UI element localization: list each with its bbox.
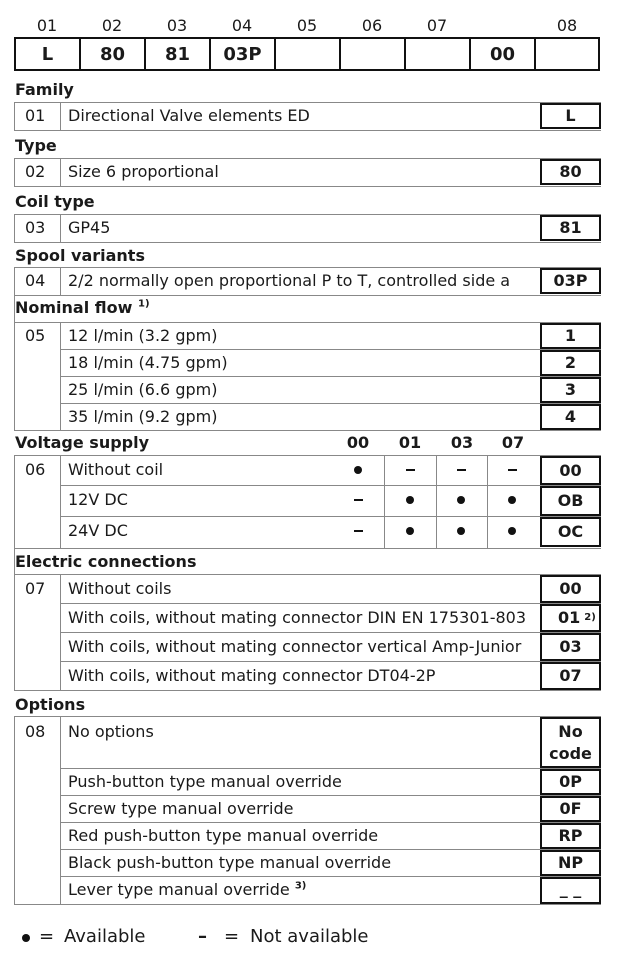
- position-01: 01: [36, 16, 58, 35]
- option-value: 0F: [540, 796, 601, 822]
- option-value-no-code: No code: [540, 717, 601, 768]
- not-available-dash-icon: [508, 469, 517, 471]
- nominal-flow-code: 05: [25, 326, 46, 345]
- section-title-nominal-flow: Nominal flow $^{1)}$: [15, 298, 150, 317]
- position-06: 06: [361, 16, 383, 35]
- electric-label: Without coils: [68, 579, 172, 598]
- type-value: 80: [540, 159, 601, 185]
- legend-not-available-eq: =: [224, 926, 240, 947]
- voltage-value: OC: [540, 517, 601, 547]
- option-label: Screw type manual override: [68, 799, 294, 818]
- legend-available: Available: [64, 926, 146, 947]
- code-cell-01: L: [14, 37, 81, 71]
- not-available-dash-icon: –: [198, 926, 207, 947]
- option-label: Red push-button type manual override: [68, 826, 379, 845]
- voltage-label: 24V DC: [68, 521, 128, 540]
- electric-label: With coils, without mating connector vertical Amp-Junior: [68, 637, 522, 656]
- option-value: NP: [540, 850, 601, 876]
- section-title-spool: Spool variants: [15, 246, 145, 265]
- code-cell-08: [536, 37, 600, 71]
- voltage-value: OB: [540, 486, 601, 516]
- flow-value: 1: [540, 323, 601, 349]
- code-cell-03: 81: [146, 37, 211, 71]
- voltage-col-07: 07: [501, 433, 525, 452]
- voltage-value: 00: [540, 456, 601, 485]
- spool-code: 04: [25, 271, 46, 290]
- available-dot-icon: [354, 466, 362, 474]
- code-cell-07: [406, 37, 471, 71]
- family-value: L: [540, 103, 601, 129]
- option-footnote: 3): [294, 880, 307, 892]
- available-dot-icon: [457, 527, 465, 535]
- not-available-dash-icon: [457, 469, 466, 471]
- option-value: _ _: [540, 877, 601, 904]
- electric-footnote: 2): [584, 612, 596, 623]
- flow-label: 35 l/min (9.2 gpm): [68, 407, 218, 426]
- option-value: 0P: [540, 769, 601, 795]
- position-02: 02: [101, 16, 123, 35]
- electric-value: 07: [540, 662, 601, 690]
- family-code: 01: [25, 106, 46, 125]
- family-label: Directional Valve elements ED: [68, 106, 310, 125]
- spool-label: 2/2 normally open proportional P to T, controlled side a: [68, 271, 511, 290]
- flow-label: 25 l/min (6.6 gpm): [68, 380, 218, 399]
- position-05: 05: [296, 16, 318, 35]
- electric-value: 00: [540, 575, 601, 603]
- coil-type-label: GP45: [68, 218, 111, 237]
- option-label: Black push-button type manual override: [68, 853, 392, 872]
- voltage-label: Without coil: [68, 460, 164, 479]
- available-dot-icon: [508, 527, 516, 535]
- not-available-dash-icon: [354, 530, 363, 532]
- legend-available-eq: =: [39, 926, 55, 947]
- position-08: 08: [556, 16, 578, 35]
- spool-value: 03P: [540, 268, 601, 294]
- voltage-label: 12V DC: [68, 490, 128, 509]
- voltage-col-00: 00: [346, 433, 370, 452]
- flow-value: 4: [540, 404, 601, 430]
- code-cell-05: [276, 37, 341, 71]
- type-code: 02: [25, 162, 46, 181]
- section-title-coil-type: Coil type: [15, 192, 95, 211]
- voltage-col-03: 03: [450, 433, 474, 452]
- electric-value: 03: [540, 633, 601, 661]
- not-available-dash-icon: [354, 499, 363, 501]
- section-title-options: Options: [15, 695, 86, 714]
- flow-label: 18 l/min (4.75 gpm): [68, 353, 228, 372]
- type-label: Size 6 proportional: [68, 162, 219, 181]
- code-cell-06: [341, 37, 406, 71]
- section-title-electric: Electric connections: [15, 552, 197, 571]
- legend-not-available: Not available: [250, 926, 369, 947]
- section-title-voltage: Voltage supply: [15, 433, 150, 452]
- section-title-family: Family: [15, 80, 74, 99]
- flow-value: 3: [540, 377, 601, 403]
- options-code: 08: [25, 722, 46, 741]
- flow-value: 2: [540, 350, 601, 376]
- electric-label: With coils, without mating connector DIN EN 175301-803: [68, 608, 527, 627]
- code-cell-sep: 00: [471, 37, 536, 71]
- available-dot-icon: [406, 527, 414, 535]
- available-dot-icon: [508, 496, 516, 504]
- electric-value: 01 2): [540, 604, 601, 632]
- option-label: Lever type manual override $^{3)}$: [68, 880, 307, 899]
- position-07: 07: [426, 16, 448, 35]
- section-title-type: Type: [15, 136, 57, 155]
- voltage-code: 06: [25, 460, 46, 479]
- coil-type-value: 81: [540, 215, 601, 241]
- position-03: 03: [166, 16, 188, 35]
- option-label: No options: [68, 722, 154, 741]
- available-dot-icon: [22, 934, 30, 942]
- available-dot-icon: [406, 496, 414, 504]
- option-label: Push-button type manual override: [68, 772, 342, 791]
- code-cell-04: 03P: [211, 37, 276, 71]
- electric-code: 07: [25, 579, 46, 598]
- voltage-col-01: 01: [398, 433, 422, 452]
- code-cell-02: 80: [81, 37, 146, 71]
- position-04: 04: [231, 16, 253, 35]
- electric-label: With coils, without mating connector DT04-2P: [68, 666, 436, 685]
- available-dot-icon: [457, 496, 465, 504]
- not-available-dash-icon: [406, 469, 415, 471]
- coil-type-code: 03: [25, 218, 46, 237]
- flow-label: 12 l/min (3.2 gpm): [68, 326, 218, 345]
- option-value: RP: [540, 823, 601, 849]
